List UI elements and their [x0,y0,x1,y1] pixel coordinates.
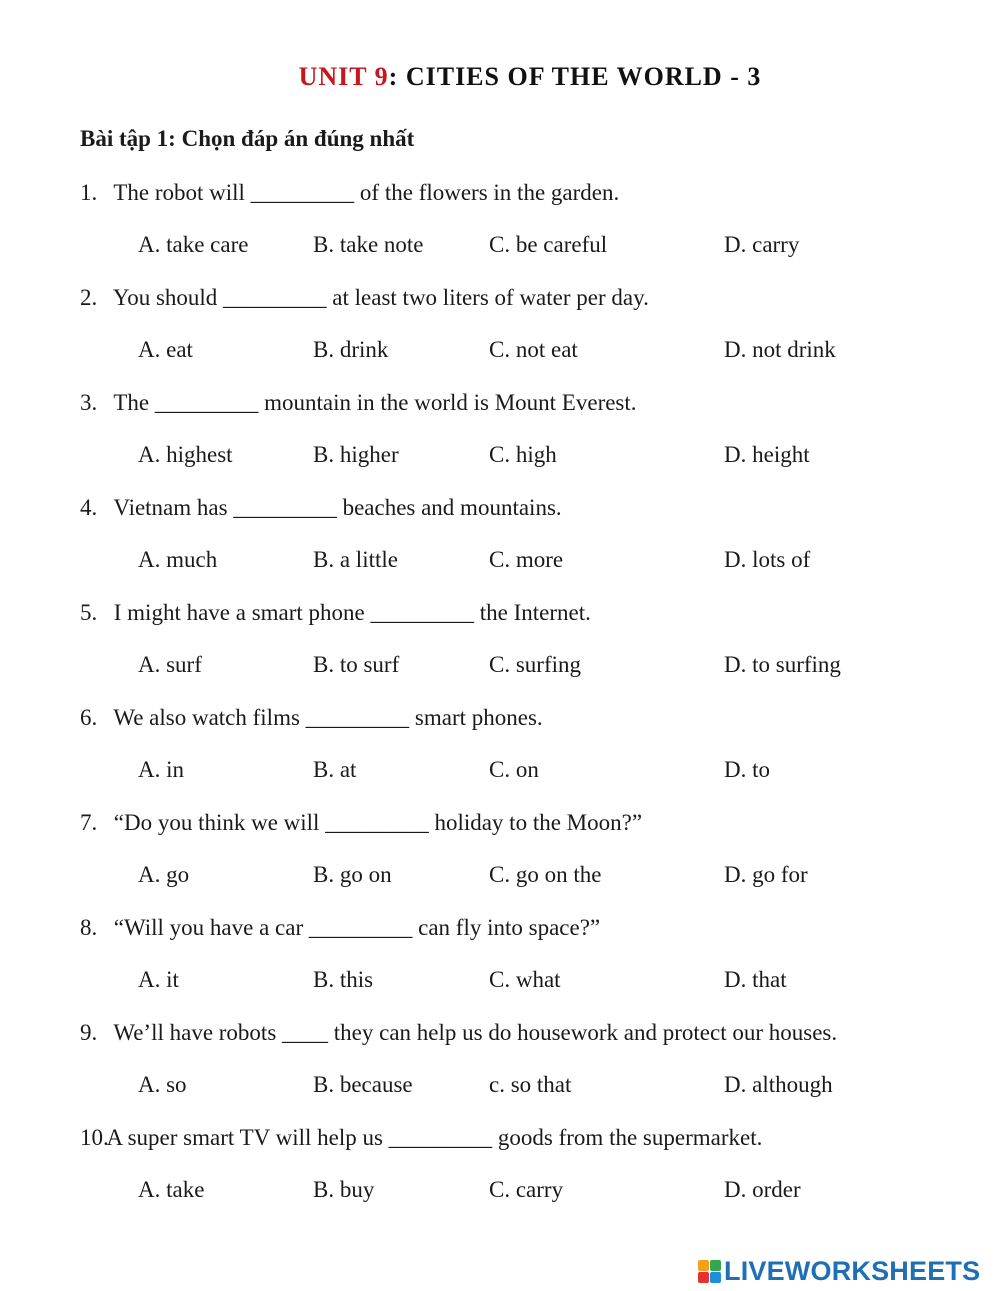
question-number: 9. [80,1020,98,1045]
question-1 [80,180,619,206]
answer-option-c[interactable]: C. be careful [489,232,608,257]
question-text: A super smart TV will help us _________ goods from the supermarket. [106,1125,763,1150]
answer-option-a[interactable]: A. take care [138,232,249,257]
question-text: Vietnam has _________ beaches and mountains. [113,495,562,520]
answer-option-a[interactable]: A. eat [138,337,193,362]
question-4 [80,495,562,521]
answer-option-d[interactable]: D. order [724,1177,801,1202]
question-10 [80,1125,762,1151]
answer-option-d[interactable]: D. not drink [724,337,836,362]
answer-option-d[interactable]: D. although [724,1072,833,1097]
answer-option-d[interactable]: D. carry [724,232,800,257]
question-2 [80,285,649,311]
answer-option-c[interactable]: C. what [489,967,561,992]
title-unit: UNIT 9 [298,62,389,91]
logo-mark-icon [698,1260,721,1283]
answer-option-d[interactable]: D. go for [724,862,808,887]
answer-options-4 [0,547,1000,577]
question-number: 3. [80,390,98,415]
answer-option-c[interactable]: C. surfing [489,652,581,677]
answer-option-b[interactable]: B. drink [313,337,389,362]
title-rest: : CITIES OF THE WORLD - 3 [388,62,762,91]
answer-option-b[interactable]: B. higher [313,442,399,467]
question-number: 7. [80,810,98,835]
answer-option-a[interactable]: A. it [138,967,179,992]
answer-option-a[interactable]: A. highest [138,442,233,467]
question-text: You should _________ at least two liters of water per day. [112,285,649,310]
question-text: We also watch films _________ smart phones. [113,705,543,730]
question-number: 4. [80,495,98,520]
answer-options-7 [0,862,1000,892]
answer-option-b[interactable]: B. to surf [313,652,400,677]
question-9 [80,1020,837,1046]
answer-options-1 [0,232,1000,262]
question-text: “Do you think we will _________ holiday to the Moon?” [113,810,643,835]
answer-option-c[interactable]: C. on [489,757,539,782]
answer-option-a[interactable]: A. surf [138,652,202,677]
question-number: 6. [80,705,98,730]
question-number: 8. [80,915,98,940]
answer-option-a[interactable]: A. take [138,1177,205,1202]
answer-option-c[interactable]: C. more [489,547,564,572]
question-6 [80,705,543,731]
answer-option-c[interactable]: C. go on the [489,862,602,887]
answer-options-6 [0,757,1000,787]
answer-option-d[interactable]: D. to surfing [724,652,841,677]
answer-option-c[interactable]: c. so that [489,1072,572,1097]
answer-options-10 [0,1177,1000,1207]
answer-option-a[interactable]: A. so [138,1072,187,1097]
answer-option-d[interactable]: D. lots of [724,547,811,572]
question-number: 2. [80,285,98,310]
question-7 [80,810,642,836]
answer-options-3 [0,442,1000,472]
answer-option-a[interactable]: A. in [138,757,184,782]
answer-option-d[interactable]: D. to [724,757,770,782]
question-3 [80,390,637,416]
answer-option-b[interactable]: B. at [313,757,357,782]
answer-options-2 [0,337,1000,367]
answer-option-c[interactable]: C. not eat [489,337,578,362]
answer-option-b[interactable]: B. this [313,967,374,992]
question-5 [80,600,591,626]
question-text: I might have a smart phone _________ the Internet. [113,600,591,625]
answer-option-d[interactable]: D. that [724,967,787,992]
question-number: 5. [80,600,98,625]
question-text: We’ll have robots ____ they can help us do housework and protect our houses. [113,1020,838,1045]
answer-option-b[interactable]: B. go on [313,862,392,887]
answer-option-c[interactable]: C. high [489,442,557,467]
answer-options-5 [0,652,1000,682]
section-title: Bài tập 1: Chọn đáp án đúng nhất [80,126,415,151]
question-text: The _________ mountain in the world is Mount Everest. [113,390,637,415]
answer-option-d[interactable]: D. height [724,442,810,467]
logo-text: LIVEWORKSHEETS [724,1255,981,1286]
answer-option-a[interactable]: A. much [138,547,218,572]
answer-options-8 [0,967,1000,997]
question-number: 10. [80,1125,109,1150]
answer-options-9 [0,1072,1000,1102]
answer-option-c[interactable]: C. carry [489,1177,564,1202]
question-8 [80,915,600,941]
answer-option-b[interactable]: B. a little [313,547,398,572]
answer-option-a[interactable]: A. go [138,862,190,887]
question-text: The robot will _________ of the flowers in the garden. [113,180,620,205]
answer-option-b[interactable]: B. take note [313,232,424,257]
answer-option-b[interactable]: B. buy [313,1177,375,1202]
page-title [0,62,1000,92]
liveworksheets-logo [698,1254,980,1288]
question-text: “Will you have a car _________ can fly into space?” [113,915,601,940]
answer-option-b[interactable]: B. because [313,1072,413,1097]
question-number: 1. [80,180,98,205]
